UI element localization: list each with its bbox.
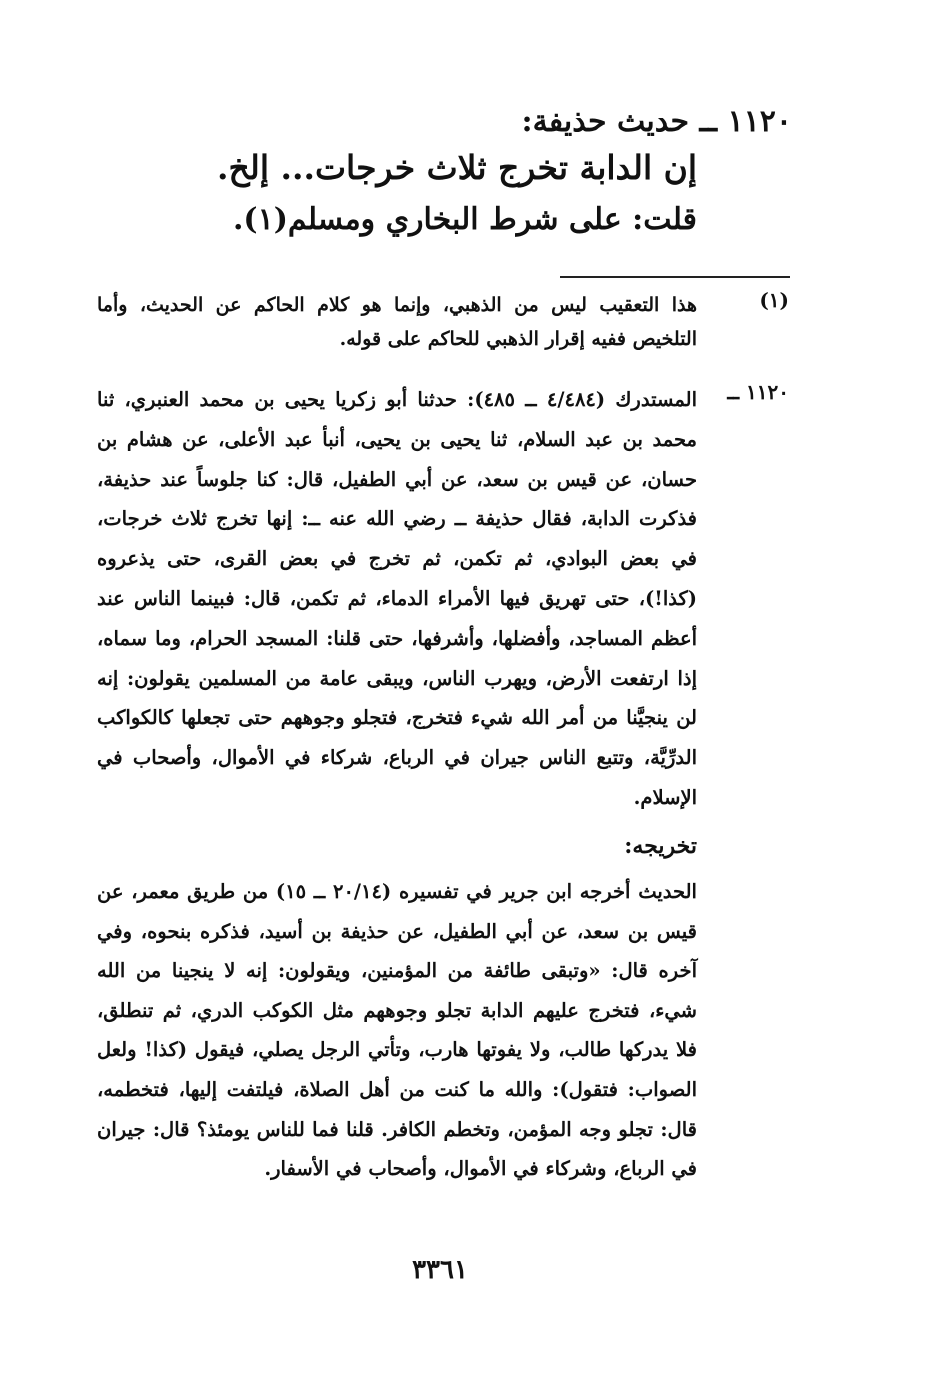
takhrij-text: الحديث أخرجه ابن جرير في تفسيره (٢٠/١٤ ــ ١٥) من طريق معمر، عن قيس بن سعد، عن أبي الطفيل، عن حذيفة بن أسيد، فذكره بنحوه، وفي آخره قال: «وتبقى طائفة من المؤمنين، ويقولون: إنه لا ينجينا من الله شيء، فتخرج عليهم الدابة تجلو وجوههم مثل الكوكب الدري، ثم تنطلق، فلا يدركها طالب، ولا يفوتها هارب، وتأتي الرجل يصلي، فيقول (كذا! ولعل الصواب: فتقول): والله ما كنت من أهل الصلاة، فيلتفت إليها، فتخطمه، قال: تجلو وجه المؤمن، وتخطم الكافر. قلنا فما للناس يومئذ؟ قال: جيران في الرباع، وشركاء في الأموال، وأصحاب في الأسفار.: [97, 880, 697, 1181]
footnote-divider: [560, 276, 790, 278]
hadith-heading: ١١٢٠ ــ حديث حذيفة:: [521, 104, 792, 139]
footnote-number: (١): [759, 288, 789, 312]
takhrij-heading: تخريجه:: [624, 833, 697, 859]
source-text: المستدرك (٤/٤٨٤ ــ ٤٨٥): حدثنا أبو زكريا يحيى بن محمد العنبري، ثنا محمد بن عبد السلام، ثنا يحيى بن يحيى، أنبأ عبد الأعلى، عن هشام بن حسان، عن قيس بن سعد، عن أبي الطفيل، قال: كنا جلوساً عند حذيفة، فذكرت الدابة، فقال حذيفة ــ رضي الله عنه ــ: إنها تخرج ثلاث خرجات، في بعض البوادي، ثم تكمن، ثم تخرج في بعض القرى، حتى يذعروه (كذا!)، حتى تهريق فيها الأمراء الدماء، ثم تكمن، قال: فبينما الناس عند أعظم المساجد، وأفضلها، وأشرفها، حتى قلنا: المسجد الحرام، وما سماه، إذا ارتفعت الأرض، ويهرب الناس، ويبقى عامة من المسلمين يقولون: إنه لن ينجيَّنا من أمر الله شيء فتخرج، فتجلو وجوههم حتى تجعلها كالكواكب الدرِّيَّة، وتتبع الناس جيران في الرباع، شركاء في الأموال، وأصحاب في الإسلام.: [97, 388, 697, 809]
source-number: ١١٢٠ ــ: [727, 380, 789, 404]
page-number: ٣٣٦١: [412, 1255, 468, 1285]
footnote-text: هذا التعقيب ليس من الذهبي، وإنما هو كلام الحاكم عن الحديث، وأما التلخيص ففيه إقرار الذهبي للحاكم على قوله.: [97, 294, 697, 350]
hadith-text: إن الدابة تخرج ثلاث خرجات... إلخ.: [217, 148, 697, 187]
author-comment: قلت: على شرط البخاري ومسلم(١).: [232, 202, 697, 237]
